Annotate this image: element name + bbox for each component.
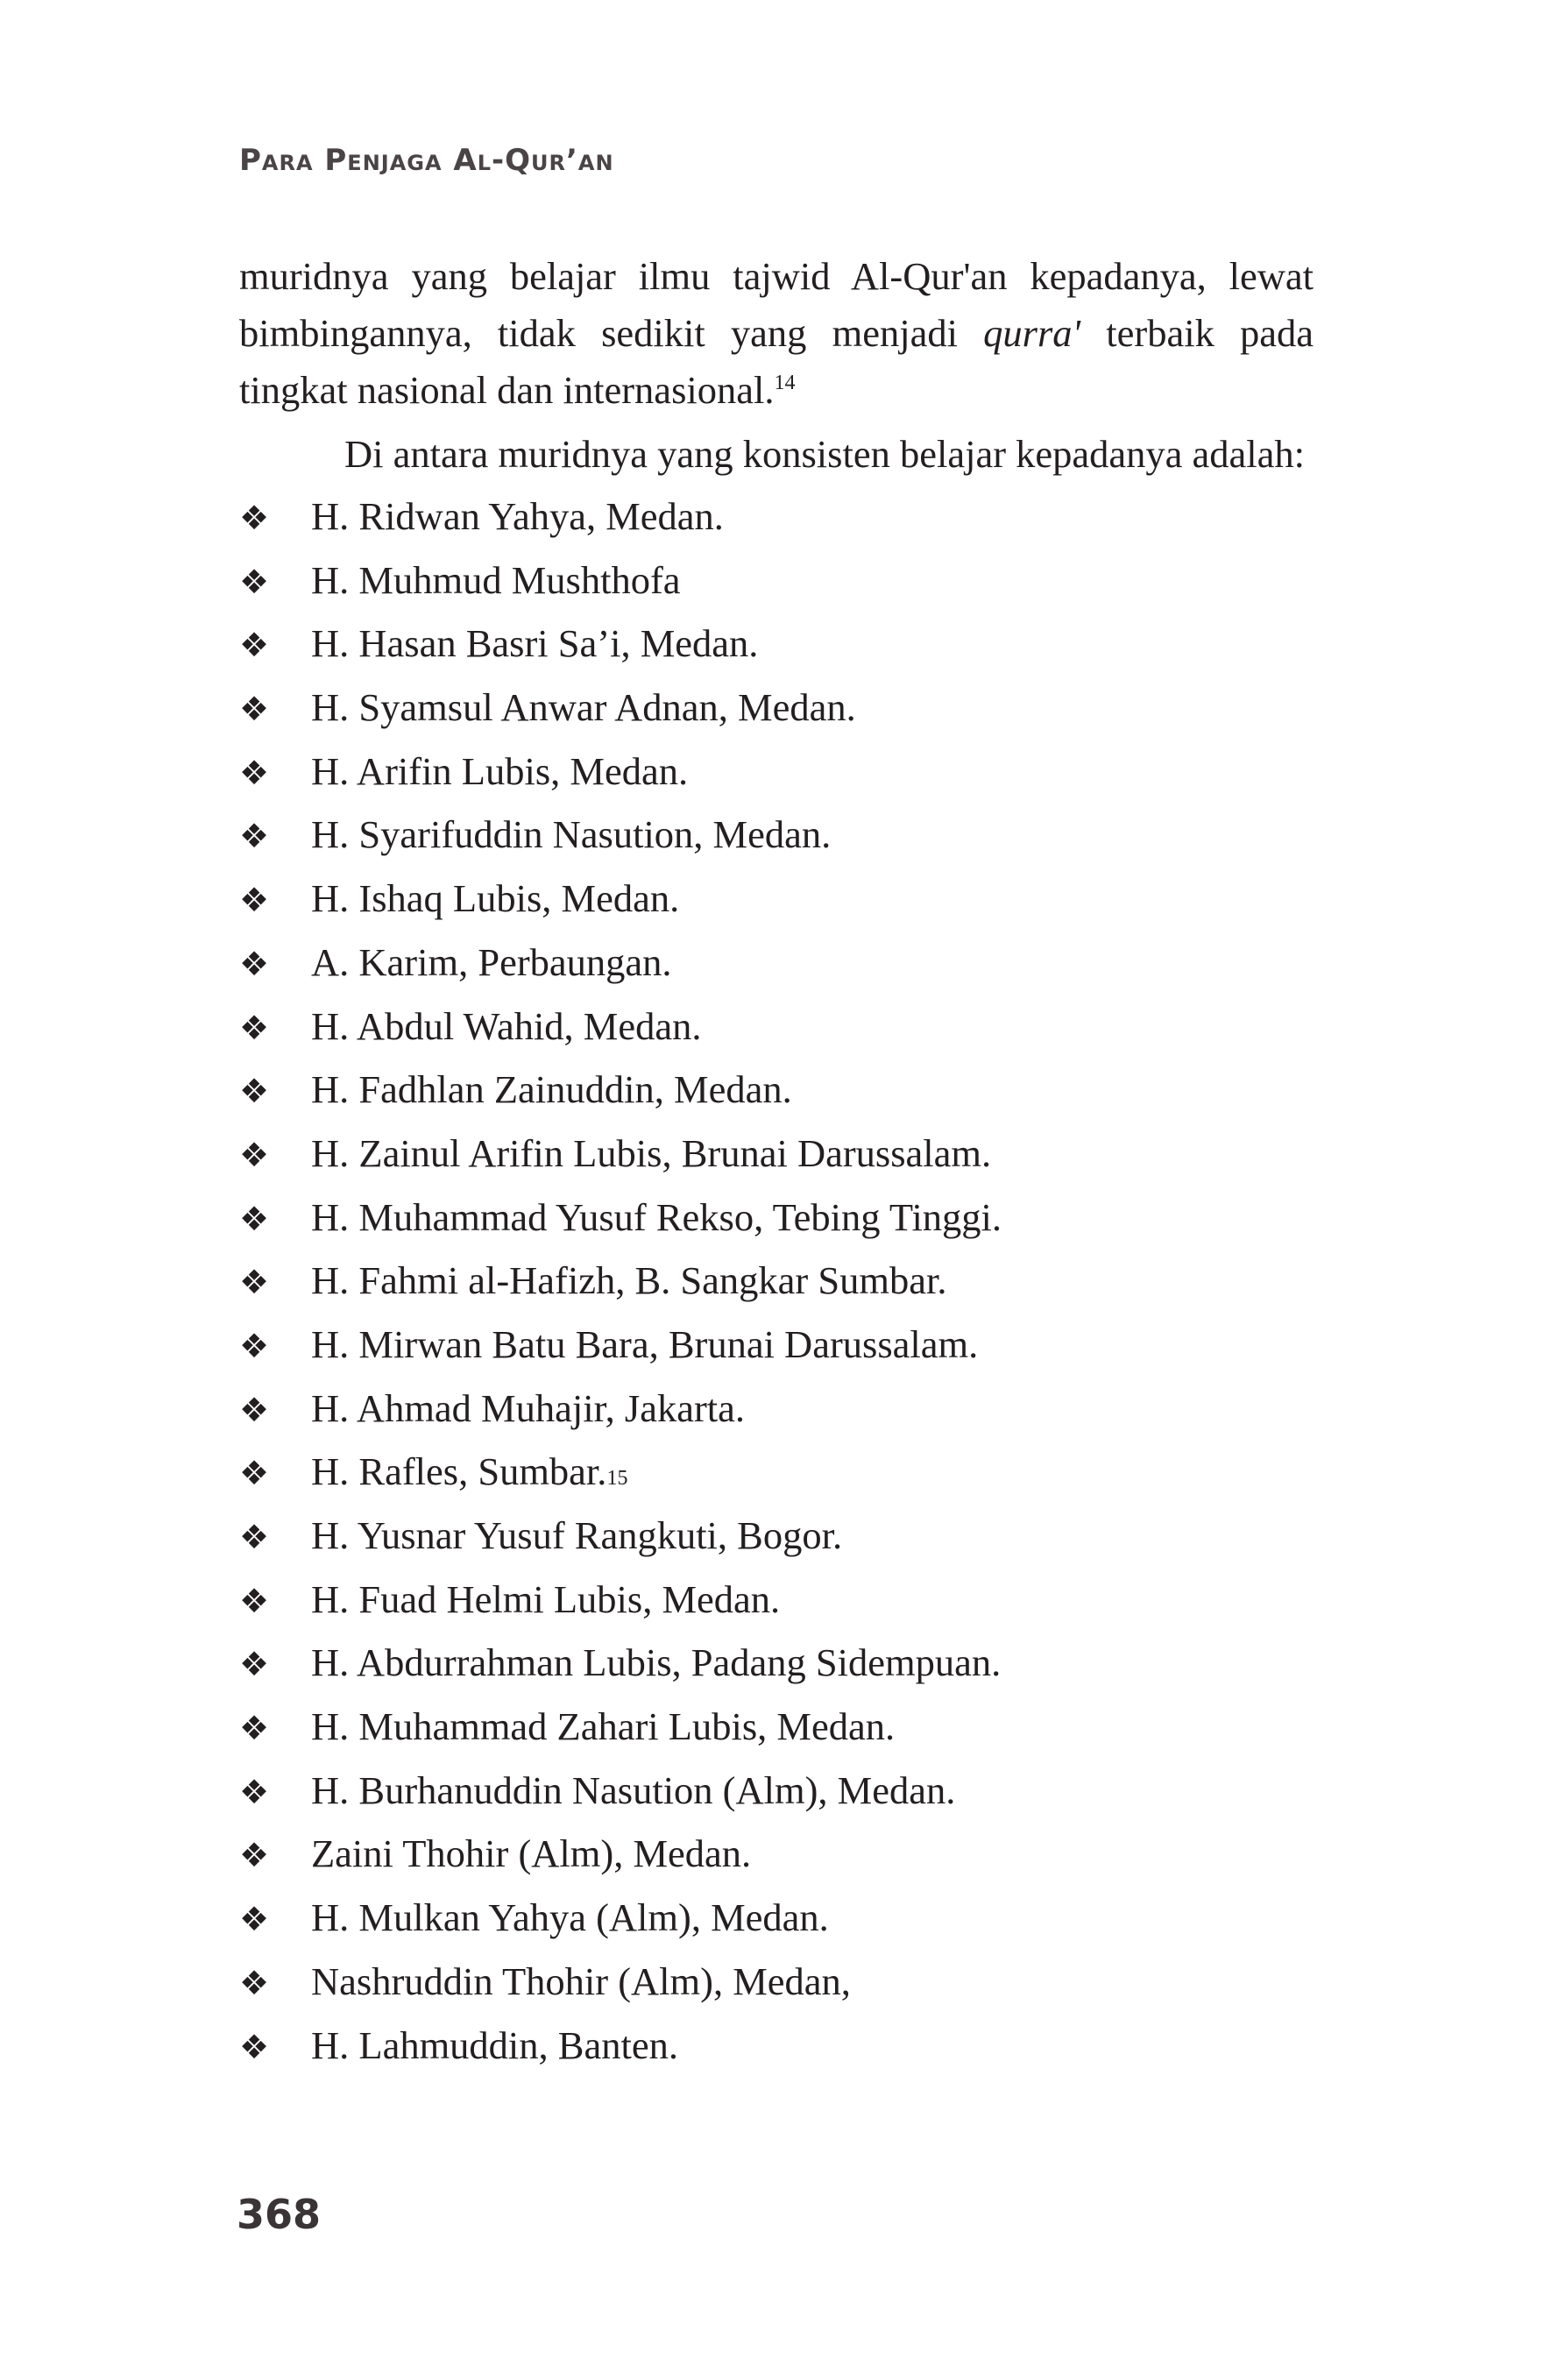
student-name: H. Muhammad Yusuf Rekso, Tebing Tinggi. xyxy=(311,1194,1002,1239)
four-diamond-bullet-icon: ❖ xyxy=(239,944,270,983)
four-diamond-bullet-icon: ❖ xyxy=(239,1008,270,1047)
student-name: H. Fadhlan Zainuddin, Medan. xyxy=(311,1067,792,1112)
student-name: Nashruddin Thohir (Alm), Medan, xyxy=(311,1959,851,2003)
student-name: H. Ahmad Muhajir, Jakarta. xyxy=(311,1385,746,1430)
student-name: H. Muhmud Mushthofa xyxy=(311,557,681,602)
list-item xyxy=(239,612,1314,676)
list-item xyxy=(239,1377,1314,1441)
four-diamond-bullet-icon: ❖ xyxy=(239,2027,270,2066)
list-item xyxy=(239,1313,1314,1377)
list-item xyxy=(239,1058,1314,1122)
four-diamond-bullet-icon: ❖ xyxy=(239,1454,270,1493)
four-diamond-bullet-icon: ❖ xyxy=(239,626,270,665)
list-item xyxy=(239,1886,1314,1950)
student-name: H. Lahmuddin, Banten. xyxy=(311,2022,678,2067)
list-item xyxy=(239,485,1314,549)
four-diamond-bullet-icon: ❖ xyxy=(239,1199,270,1238)
list-item: ❖ H. Rafles, Sumbar. 15 xyxy=(239,1440,1314,1504)
student-list xyxy=(239,485,1314,2077)
four-diamond-bullet-icon: ❖ xyxy=(239,1326,270,1365)
four-diamond-bullet-icon: ❖ xyxy=(239,1518,270,1556)
list-item xyxy=(239,803,1314,867)
four-diamond-bullet-icon: ❖ xyxy=(239,1390,270,1429)
student-name: A. Karim, Perbaungan. xyxy=(311,939,672,984)
list-item xyxy=(239,1950,1314,2014)
list-item xyxy=(239,740,1314,804)
list-item xyxy=(239,2014,1314,2078)
list-item xyxy=(239,867,1314,931)
student-name: H. Abdul Wahid, Medan. xyxy=(311,1003,702,1048)
page-body xyxy=(239,248,1314,2077)
student-name: H. Mulkan Yahya (Alm), Medan. xyxy=(311,1895,829,1940)
four-diamond-bullet-icon: ❖ xyxy=(239,1581,270,1620)
student-name: H. Abdurrahman Lubis, Padang Sidempuan. xyxy=(311,1640,1002,1685)
four-diamond-bullet-icon: ❖ xyxy=(239,753,270,792)
list-item xyxy=(239,1186,1314,1250)
student-name: H. Ridwan Yahya, Medan. xyxy=(311,494,724,538)
four-diamond-bullet-icon: ❖ xyxy=(239,1900,270,1939)
student-name: H. Ishaq Lubis, Medan. xyxy=(311,876,680,921)
running-head-title: Para Penjaga Al-Qur’an xyxy=(239,143,614,178)
student-name: H. Mirwan Batu Bara, Brunai Darussalam. xyxy=(311,1321,979,1366)
student-name: H. Arifin Lubis, Medan. xyxy=(311,748,689,793)
student-name: H. Rafles, Sumbar. xyxy=(311,1449,607,1494)
student-name: H. Fuad Helmi Lubis, Medan. xyxy=(311,1576,781,1621)
student-name: H. Hasan Basri Sa’i, Medan. xyxy=(311,621,759,666)
list-item xyxy=(239,676,1314,740)
list-item xyxy=(239,1122,1314,1186)
list-item xyxy=(239,1822,1314,1886)
student-name: H. Fahmi al-Hafizh, B. Sangkar Sumbar. xyxy=(311,1258,947,1303)
list-item xyxy=(239,1504,1314,1568)
list-item xyxy=(239,1695,1314,1759)
four-diamond-bullet-icon: ❖ xyxy=(239,817,270,856)
student-name: H. Syarifuddin Nasution, Medan. xyxy=(311,812,832,857)
student-name: H. Zainul Arifin Lubis, Brunai Darussalam. xyxy=(311,1130,992,1175)
list-item xyxy=(239,549,1314,613)
four-diamond-bullet-icon: ❖ xyxy=(239,1645,270,1684)
student-name: H. Muhammad Zahari Lubis, Medan. xyxy=(311,1704,896,1749)
four-diamond-bullet-icon: ❖ xyxy=(239,499,270,537)
four-diamond-bullet-icon: ❖ xyxy=(239,1072,270,1111)
student-name: Zaini Thohir (Alm), Medan. xyxy=(311,1831,752,1876)
paragraph-intro xyxy=(239,248,1314,419)
four-diamond-bullet-icon: ❖ xyxy=(239,1263,270,1302)
student-name: H. Burhanuddin Nasution (Alm), Medan. xyxy=(311,1767,956,1812)
student-name: H. Syamsul Anwar Adnan, Medan. xyxy=(311,685,856,730)
list-item xyxy=(239,931,1314,995)
footnote-ref-14: 14 xyxy=(774,372,796,394)
paragraph-students-lead: Di antara muridnya yang konsisten belajar kepadanya adalah: xyxy=(344,432,1306,476)
four-diamond-bullet-icon: ❖ xyxy=(239,1772,270,1811)
list-item xyxy=(239,1759,1314,1823)
list-item xyxy=(239,1568,1314,1632)
list-item xyxy=(239,1631,1314,1695)
four-diamond-bullet-icon: ❖ xyxy=(239,1836,270,1875)
four-diamond-bullet-icon: ❖ xyxy=(239,1709,270,1748)
student-name: H. Yusnar Yusuf Rangkuti, Bogor. xyxy=(311,1513,843,1557)
four-diamond-bullet-icon: ❖ xyxy=(239,690,270,729)
page-number: 368 xyxy=(237,2191,322,2238)
four-diamond-bullet-icon: ❖ xyxy=(239,881,270,920)
four-diamond-bullet-icon: ❖ xyxy=(239,562,270,601)
list-item xyxy=(239,1249,1314,1313)
list-item xyxy=(239,995,1314,1059)
four-diamond-bullet-icon: ❖ xyxy=(239,1963,270,2002)
four-diamond-bullet-icon: ❖ xyxy=(239,1135,270,1174)
italic-term: qurra' xyxy=(983,311,1081,355)
paragraph-intro-text: muridnya yang belajar ilmu tajwid Al-Qur'an kepadanya, lewat bimbingannya, tidak sedikit yang menjadi xyxy=(239,254,1314,355)
paragraph-intro-text-after: terbaik pada tingkat nasional dan internasional. xyxy=(239,311,1314,412)
